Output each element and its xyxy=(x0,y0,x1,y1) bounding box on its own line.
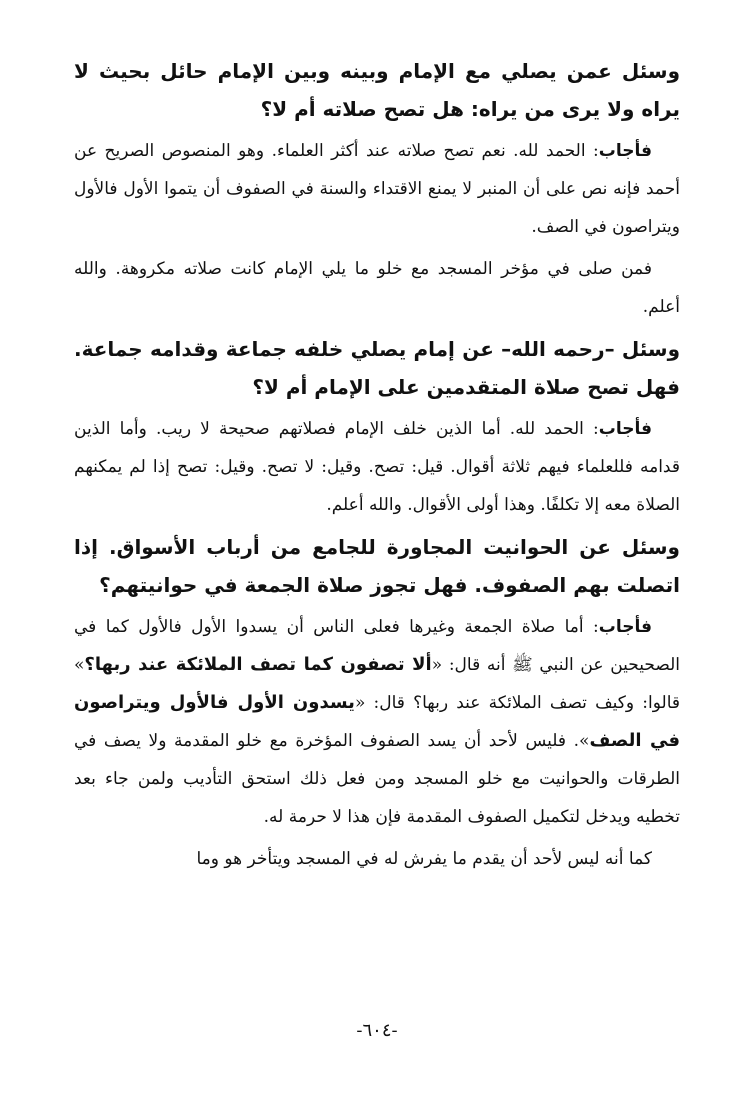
continuation-paragraph: كما أنه ليس لأحد أن يقدم ما يفرش له في المسجد ويتأخر هو وما xyxy=(196,849,652,869)
answer-2 xyxy=(74,410,680,524)
answer-1-continued: فمن صلى في مؤخر المسجد مع خلو ما يلي الإمام كانت صلاته مكروهة. والله أعلم. xyxy=(74,259,680,317)
answer-1-text: : الحمد لله. نعم تصح صلاته عند أكثر العلماء. وهو المنصوص الصريح عن أحمد فإنه نص على أن المنبر لا يمنع الاقتداء والسنة في الصفوف أن يتموا الأول فالأول ويتراصون في الصف. xyxy=(74,141,680,237)
answer-1-lead: فأجاب xyxy=(598,141,652,161)
hadith-quote-2: يسدون الأول فالأول ويتراصون في الصف xyxy=(74,692,680,751)
answer-1 xyxy=(74,132,680,246)
question-3: وسئل عن الحوانيت المجاورة للجامع من أرباب الأسواق. إذا اتصلت بهم الصفوف. فهل تجوز صلاة الجمعة في حوانيتهم؟ xyxy=(74,535,680,597)
answer-2-text: : الحمد لله. أما الذين خلف الإمام فصلاتهم صحيحة لا ريب. وأما الذين قدامه فللعلماء فيهم ثلاثة أقوال. قيل: تصح. وقيل: لا تصح. وقيل: تصح إذا لم يمكنهم الصلاة معه إلا تكلفًا. وهذا أولى الأقوال. والله أعلم. xyxy=(74,419,680,515)
page-body xyxy=(74,52,680,882)
answer-3 xyxy=(74,608,680,836)
answer-3-text-a: : أما صلاة الجمعة وغيرها فعلى الناس أن يسدوا الأول فالأول كما في الصحيحين عن النبي ﷺ أنه قال: « xyxy=(74,617,680,675)
question-2: وسئل –رحمه الله– عن إمام يصلي خلفه جماعة وقدامه جماعة. فهل تصح صلاة المتقدمين على الإمام أم لا؟ xyxy=(74,337,680,399)
page-number: -٦٠٤- xyxy=(356,1020,398,1041)
answer-3-lead: فأجاب xyxy=(598,617,652,637)
answer-2-lead: فأجاب xyxy=(598,419,652,439)
answer-3-text-b: » قالوا: وكيف تصف الملائكة عند ربها؟ قال: « xyxy=(74,655,680,713)
hadith-quote-1: ألا تصفون كما تصف الملائكة عند ربها؟ xyxy=(84,654,432,675)
answer-3-text-c: ». فليس لأحد أن يسد الصفوف المؤخرة مع خلو المقدمة ولا يصف في الطرقات والحوانيت مع خلو المسجد ومن فعل ذلك استحق التأديب ولمن جاء بعد تخطيه ويدخل لتكميل الصفوف المقدمة فإن هذا لا حرمة له. xyxy=(74,731,680,827)
question-1: وسئل عمن يصلي مع الإمام وبينه وبين الإمام حائل بحيث لا يراه ولا يرى من يراه: هل تصح صلاته أم لا؟ xyxy=(74,59,680,121)
